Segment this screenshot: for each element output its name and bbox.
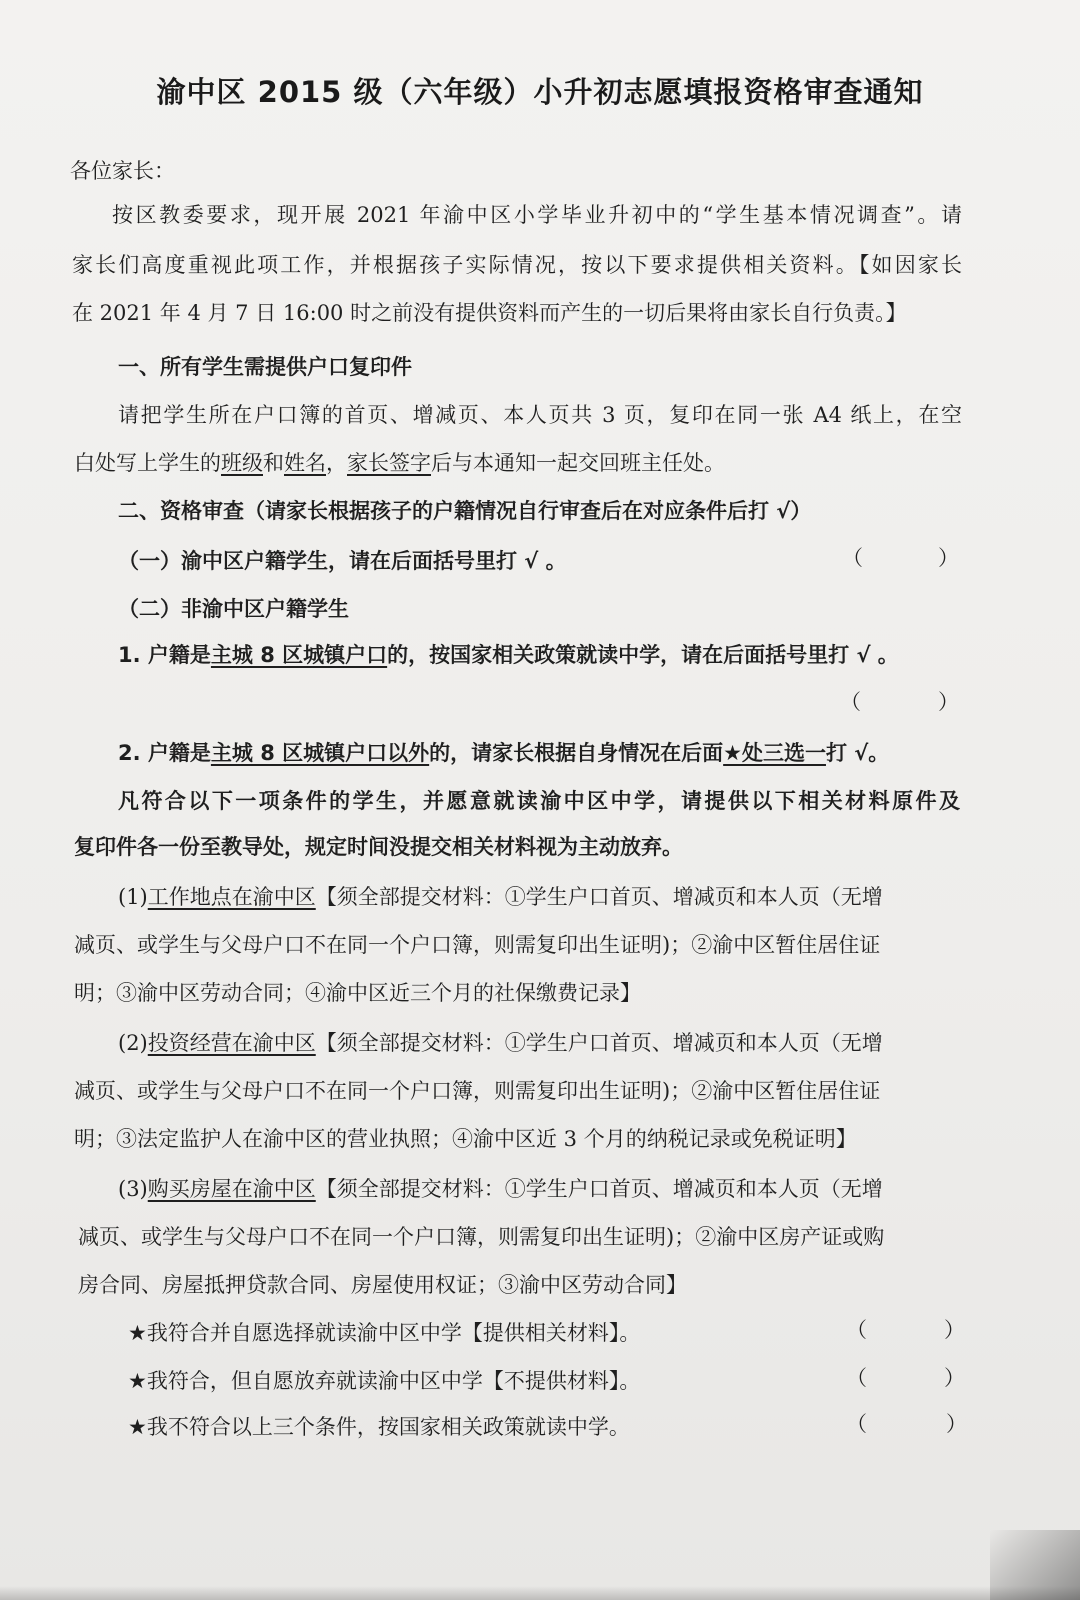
condition-3-label: 购买房屋在渝中区 [147, 1177, 316, 1201]
sub2-underlined: 主城 8 区城镇户口以外 [210, 741, 430, 765]
condition-1-num: (1) [118, 885, 148, 909]
greeting: 各位家长： [70, 159, 175, 183]
sub2-text-b: 的，请家长根据自身情况在后面 [429, 741, 724, 765]
condition-1-label: 工作地点在渝中区 [147, 885, 316, 909]
paren-open-choice-1[interactable]: （ [846, 1318, 867, 1342]
paren-open-choice-3[interactable]: （ [846, 1412, 867, 1436]
paren-open-2[interactable]: （ [840, 690, 861, 714]
sub1-text-a: 1. 户籍是 [118, 643, 211, 667]
condition-intro-2: 复印件各一份至教导处，规定时间没提交相关材料视为主动放弃。 [74, 835, 683, 859]
item2-nonlocal-hukou: （二）非渝中区户籍学生 [118, 597, 349, 621]
sub2-text-a: 2. 户籍是 [118, 741, 211, 765]
section1-heading: 一、所有学生需提供户口复印件 [118, 355, 412, 379]
sub2-line [118, 738, 889, 768]
section1-comma: ， [326, 451, 347, 475]
condition-3-line-3: 房合同、房屋抵押贷款合同、房屋使用权证；③渝中区劳动合同】 [78, 1273, 687, 1297]
item1-local-hukou: （一）渝中区户籍学生，请在后面括号里打 √ 。 [118, 549, 567, 573]
condition-2-line-2: 减页、或学生与父母户口不在同一个户口簿，则需复印出生证明)；②渝中区暂住居住证 [74, 1079, 881, 1103]
condition-2-num: (2) [118, 1031, 148, 1055]
choice-2: ★我符合，但自愿放弃就读渝中区中学【不提供材料】。 [128, 1369, 641, 1393]
sub2-underlined-star: ★处三选一 [723, 741, 826, 765]
condition-3-num: (3) [118, 1177, 148, 1201]
sub1-text-b: 的，按国家相关政策就读中学，请在后面括号里打 √ 。 [387, 643, 899, 667]
intro-line-2: 家长们高度重视此项工作，并根据孩子实际情况，按以下要求提供相关资料。【如因家长 [72, 253, 962, 277]
choice-3: ★我不符合以上三个条件，按国家相关政策就读中学。 [128, 1415, 630, 1439]
condition-3-line-1 [118, 1174, 883, 1204]
choice-1: ★我符合并自愿选择就读渝中区中学【提供相关材料】。 [128, 1321, 641, 1345]
condition-2-text: 【须全部提交材料：①学生户口首页、增减页和本人页（无增 [315, 1031, 883, 1055]
condition-intro-1: 凡符合以下一项条件的学生，并愿意就读渝中区中学，请提供以下相关材料原件及 [118, 789, 960, 813]
intro-line-3: 在 2021 年 4 月 7 日 16:00 时之前没有提供资料而产生的一切后果将由家长自行负责。】 [72, 301, 907, 325]
paren-open-1[interactable]: （ [842, 546, 863, 570]
paren-close-2[interactable]: ） [938, 690, 959, 714]
intro-line-1: 按区教委要求，现开展 2021 年渝中区小学毕业升初中的“学生基本情况调查”。请 [112, 203, 962, 227]
section2-heading: 二、资格审查（请家长根据孩子的户籍情况自行审查后在对应条件后打 √） [118, 499, 812, 523]
condition-1-line-2: 减页、或学生与父母户口不在同一个户口簿，则需复印出生证明)；②渝中区暂住居住证 [74, 933, 881, 957]
paren-close-choice-2[interactable]: ） [944, 1366, 965, 1390]
condition-2-line-3: 明；③法定监护人在渝中区的营业执照；④渝中区近 3 个月的纳税记录或免税证明】 [74, 1127, 857, 1151]
sub1-underlined: 主城 8 区城镇户口 [210, 643, 388, 667]
name-underlined: 姓名 [284, 451, 326, 475]
section1-text-a: 白处写上学生的 [74, 451, 221, 475]
class-underlined: 班级 [221, 451, 263, 475]
condition-2-label: 投资经营在渝中区 [147, 1031, 316, 1055]
section1-text-b: 后与本通知一起交回班主任处。 [431, 451, 725, 475]
condition-1-text: 【须全部提交材料：①学生户口首页、增减页和本人页（无增 [315, 885, 883, 909]
condition-1-line-3: 明；③渝中区劳动合同；④渝中区近三个月的社保缴费记录】 [74, 981, 641, 1005]
parent-sign-underlined: 家长签字 [347, 451, 431, 475]
condition-3-line-2: 减页、或学生与父母户口不在同一个户口簿，则需复印出生证明)；②渝中区房产证或购 [78, 1225, 885, 1249]
condition-3-text: 【须全部提交材料：①学生户口首页、增减页和本人页（无增 [315, 1177, 883, 1201]
section1-line-2 [74, 448, 725, 478]
condition-1-line-1 [118, 882, 883, 912]
paren-close-choice-1[interactable]: ） [944, 1318, 965, 1342]
page-shadow-bottom [0, 1586, 1080, 1600]
paren-close-1[interactable]: ） [938, 546, 959, 570]
section1-and: 和 [263, 451, 284, 475]
sub1-line [118, 640, 899, 670]
paren-close-choice-3[interactable]: ） [946, 1412, 967, 1436]
condition-2-line-1 [118, 1028, 883, 1058]
notice-title: 渝中区 2015 级（六年级）小升初志愿填报资格审查通知 [156, 75, 924, 109]
sub2-text-c: 打 √。 [825, 741, 890, 765]
section1-line-1: 请把学生所在户口簿的首页、增减页、本人页共 3 页，复印在同一张 A4 纸上，在空 [118, 403, 962, 427]
paren-open-choice-2[interactable]: （ [846, 1366, 867, 1390]
